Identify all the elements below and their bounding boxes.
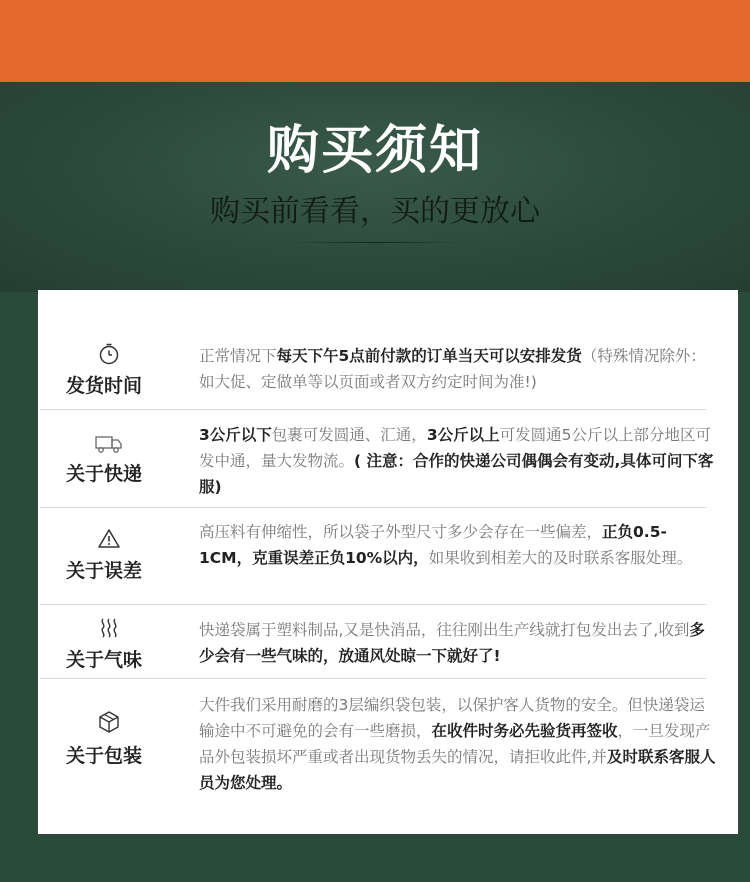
top-color-bar bbox=[0, 0, 750, 82]
bottom-band bbox=[0, 834, 750, 882]
row-divider bbox=[40, 507, 706, 508]
desc-segment: （特殊情况除外：如大促、定做单等以页面或者双方约定时间为准!) bbox=[199, 347, 706, 391]
section-desc bbox=[199, 422, 719, 500]
row-divider bbox=[40, 604, 706, 605]
desc-segment: 包裹可发圆通、汇通， bbox=[271, 426, 427, 444]
warning-triangle-icon bbox=[97, 527, 121, 551]
desc-segment: 多少会有一些气味的，放通风处晾一下就好了! bbox=[199, 621, 705, 665]
desc-segment: ( 注意：合作的快递公司偶偶会有变动,具体可问下客服) bbox=[199, 452, 714, 496]
desc-segment: 正负0.5-1CM，克重误差正负10%以内， bbox=[199, 523, 667, 567]
desc-segment: 高压料有伸缩性，所以袋子外型尺寸多少会存在一些偏差， bbox=[199, 523, 603, 541]
desc-segment: 及时联系客服人员为您处理。 bbox=[199, 748, 716, 792]
section-label: 关于气味 bbox=[66, 649, 143, 671]
stopwatch-icon bbox=[97, 342, 121, 366]
desc-segment: 正常情况下 bbox=[199, 347, 277, 365]
header-divider bbox=[285, 242, 465, 243]
desc-segment: 如果收到相差大的及时联系客服处理。 bbox=[428, 549, 693, 567]
section-desc bbox=[199, 343, 719, 395]
desc-segment: 3公斤以下 bbox=[199, 426, 272, 444]
desc-segment: 可发圆通5公斤以上部分地区可发中通，量大发物流。 bbox=[199, 426, 711, 470]
section-desc bbox=[199, 692, 719, 796]
delivery-truck-icon bbox=[94, 431, 124, 455]
section-desc bbox=[199, 617, 719, 669]
odor-waves-icon bbox=[97, 616, 121, 640]
section-label: 关于快递 bbox=[66, 463, 143, 485]
section-label: 关于误差 bbox=[66, 560, 143, 582]
notice-card bbox=[38, 290, 738, 834]
package-box-icon bbox=[97, 710, 121, 734]
desc-segment: 快递袋属于塑料制品,又是快消品，往往刚出生产线就打包发出去了,收到 bbox=[199, 621, 690, 639]
page-title: 购买须知 bbox=[266, 121, 483, 181]
row-divider bbox=[40, 409, 706, 410]
desc-segment: 3公斤以上 bbox=[426, 426, 500, 444]
section-desc bbox=[199, 519, 719, 571]
page-subtitle: 购买前看看，买的更放心 bbox=[210, 194, 540, 229]
desc-segment: 在收件时务必先验货再签收 bbox=[431, 722, 618, 740]
section-label: 发货时间 bbox=[66, 375, 143, 397]
desc-segment: 大件我们采用耐磨的3层编织袋包装，以保护客人货物的安全。但快递袋运输途中不可避免的会有一些磨损， bbox=[199, 696, 705, 740]
desc-segment: 每天下午5点前付款的订单当天可以安排发货 bbox=[276, 347, 582, 365]
row-divider bbox=[40, 678, 706, 679]
desc-segment: ，一旦发现产品外包装损坏严重或者出现货物丢失的情况，请拒收此件,并 bbox=[199, 722, 711, 766]
section-label: 关于包装 bbox=[66, 745, 143, 767]
